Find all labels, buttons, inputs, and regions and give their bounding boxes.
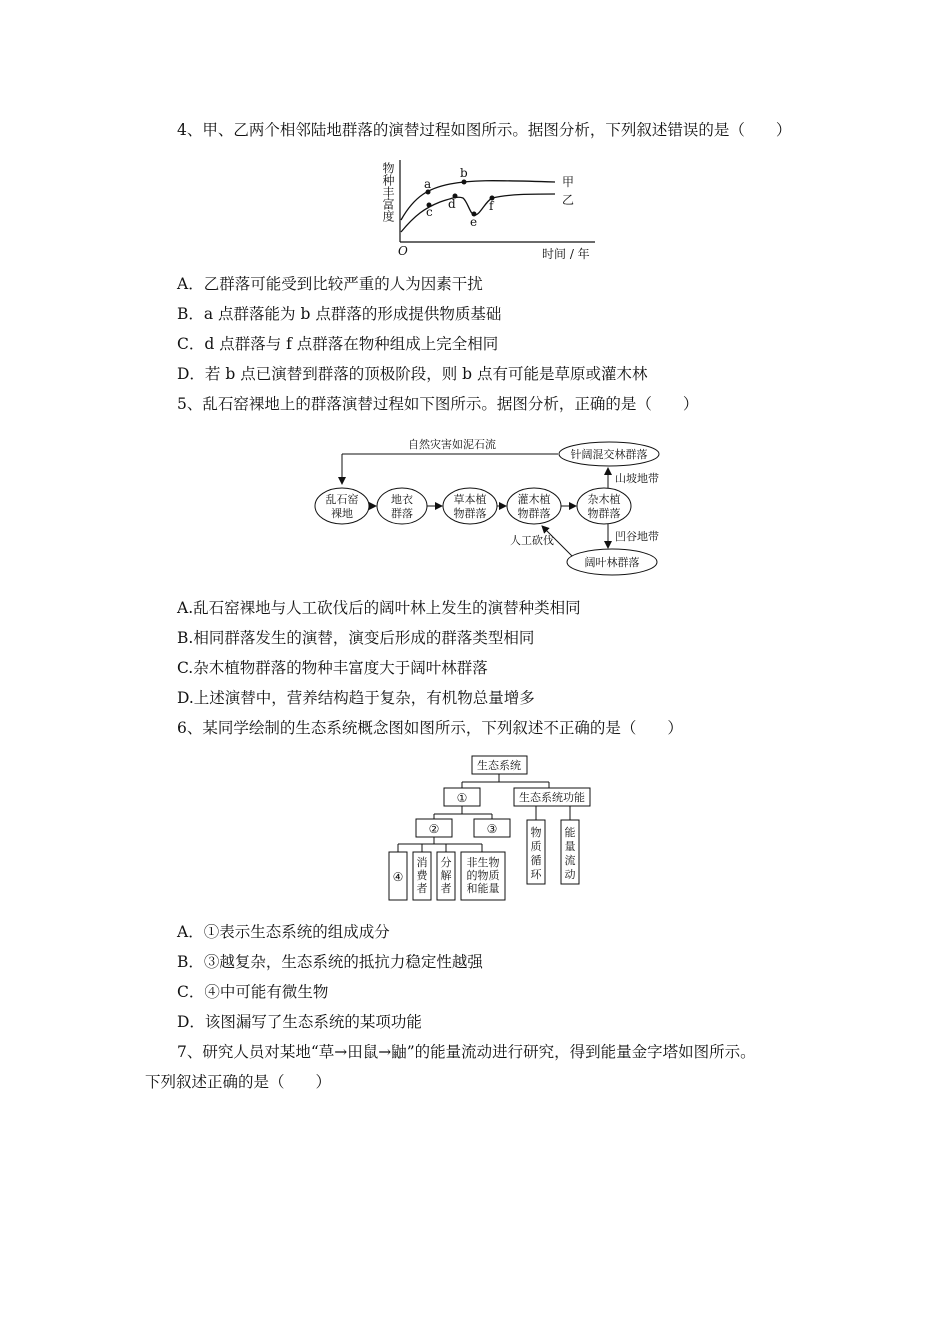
svg-text:裸地: 裸地 [331,507,353,520]
svg-text:地衣: 地衣 [391,493,413,506]
svg-text:物群落: 物群落 [587,507,621,520]
q4-xlabel: 时间 / 年 [542,247,590,261]
svg-text:生态系统功能: 生态系统功能 [519,791,585,804]
q7-stem-line2: 下列叙述正确的是（ ） [145,1073,332,1091]
svg-text:费: 费 [416,869,428,882]
svg-text:质: 质 [530,840,542,853]
q5-top-label: 自然灾害如泥石流 [408,438,496,451]
q4-option-d: D．若 b 点已演替到群落的顶极阶段，则 b 点有可能是草原或灌木林 [177,365,648,383]
q4-label-f: f [489,199,494,213]
svg-text:③: ③ [486,822,498,836]
q5-slope-label: 山坡地带 [615,472,659,485]
q6-figure [386,752,596,904]
q4-stem: 4、甲、乙两个相邻陆地群落的演替过程如图所示。据图分析，下列叙述错误的是（ ） [177,121,792,139]
q6-option-c: C．④中可能有微生物 [177,983,329,1001]
q4-origin: O [398,244,408,258]
svg-text:杂木植: 杂木植 [587,493,621,506]
q6-stem: 6、某同学绘制的生态系统概念图如图所示，下列叙述不正确的是（ ） [177,719,683,737]
svg-text:分: 分 [440,856,452,869]
svg-text:循: 循 [530,854,542,867]
svg-text:解: 解 [440,869,452,882]
q6-option-d: D．该图漏写了生态系统的某项功能 [177,1013,422,1031]
svg-text:物群落: 物群落 [453,507,487,520]
svg-text:流: 流 [564,854,576,867]
q6-option-b: B．③越复杂，生态系统的抵抗力稳定性越强 [177,953,483,971]
svg-text:草本植: 草本植 [453,493,487,506]
q4-option-c: C．d 点群落与 f 点群落在物种组成上完全相同 [177,335,499,353]
svg-text:动: 动 [564,868,576,881]
svg-text:环: 环 [530,868,542,881]
q4-option-a: A．乙群落可能受到比较严重的人为因素干扰 [177,275,483,293]
q5-option-a: A.乱石窑裸地与人工砍伐后的阔叶林上发生的演替种类相同 [177,599,581,617]
svg-text:物群落: 物群落 [517,507,551,520]
q4-curve-yi [401,194,555,232]
q5-option-d: D.上述演替中，营养结构趋于复杂，有机物总量增多 [177,689,535,707]
q5-option-b: B.相同群落发生的演替，演变后形成的群落类型相同 [177,629,535,647]
svg-text:针阔混交林群落: 针阔混交林群落 [570,448,648,461]
svg-text:消: 消 [416,856,428,869]
q7-stem-line1: 7、研究人员对某地“草→田鼠→鼬”的能量流动进行研究，得到能量金字塔如图所示。 [177,1043,756,1061]
q4-label-yi: 乙 [562,193,575,207]
q4-label-a: a [424,177,432,191]
svg-text:非生物: 非生物 [466,856,500,869]
q5-figure [310,432,680,580]
q4-label-c: c [426,205,433,219]
svg-text:者: 者 [440,882,452,895]
q4-figure [370,160,610,270]
q5-option-c: C.杂木植物群落的物种丰富度大于阔叶林群落 [177,659,488,677]
q5-stem: 5、乱石窑裸地上的群落演替过程如下图所示。据图分析，正确的是（ ） [177,395,699,413]
svg-text:群落: 群落 [391,507,413,520]
svg-text:①: ① [456,791,468,805]
svg-text:物: 物 [530,826,542,839]
q5-valley-label: 凹谷地带 [615,530,659,543]
svg-text:能: 能 [564,826,576,839]
q5-cut-label: 人工砍伐 [510,534,554,547]
svg-text:量: 量 [564,840,576,853]
q4-option-b: B．a 点群落能为 b 点群落的形成提供物质基础 [177,305,502,323]
q4-label-b: b [460,166,468,180]
svg-text:和能量: 和能量 [466,882,500,895]
svg-text:者: 者 [416,882,428,895]
svg-text:④: ④ [392,870,404,884]
q4-label-d: d [448,197,456,211]
svg-text:灌木植: 灌木植 [517,493,551,506]
q4-ylabel: 物种丰富度 [381,162,395,222]
q6-option-a: A．①表示生态系统的组成成分 [177,923,390,941]
q4-label-e: e [470,215,478,229]
svg-text:阔叶林群落: 阔叶林群落 [584,556,640,569]
q4-point-b [462,180,467,185]
svg-text:②: ② [428,822,440,836]
svg-text:的物质: 的物质 [466,869,500,882]
q4-label-jia: 甲 [562,175,575,189]
svg-text:乱石窑: 乱石窑 [325,493,359,506]
svg-text:生态系统: 生态系统 [477,759,521,772]
